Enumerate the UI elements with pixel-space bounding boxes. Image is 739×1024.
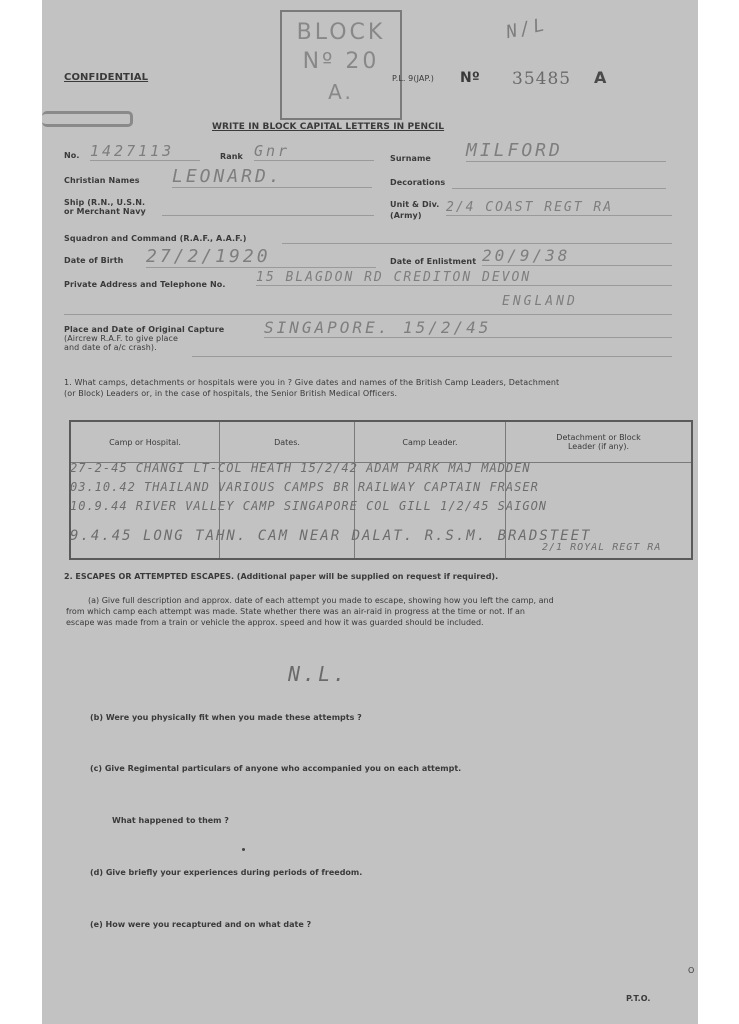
christian-names-value: LEONARD. xyxy=(172,166,372,188)
question-2c-followup: What happened to them ? xyxy=(112,816,229,825)
rank-label: Rank xyxy=(220,152,243,161)
table-row: 03.10.42 THAILAND VARIOUS CAMPS BR RAILWAY CAPTAIN FRASER xyxy=(70,480,539,494)
question-2a-line-3: escape was made from a train or vehicle the approx. speed and how it was guarded should be included. xyxy=(66,618,484,627)
stamp-line-1: BLOCK xyxy=(296,20,386,45)
question-2d: (d) Give briefly your experiences during periods of freedom. xyxy=(90,868,363,877)
question-2c: (c) Give Regimental particulars of anyone who accompanied you on each attempt. xyxy=(90,764,462,773)
table-row: 10.9.44 RIVER VALLEY CAMP SINGAPORE COL GILL 1/2/45 SAIGON xyxy=(70,499,548,513)
address-label: Private Address and Telephone No. xyxy=(64,280,226,289)
surname-label: Surname xyxy=(390,154,431,163)
unit-label-2: (Army) xyxy=(390,211,422,220)
column-camp-leader: Camp Leader. xyxy=(355,421,506,463)
capture-label-1: Place and Date of Original Capture xyxy=(64,325,225,334)
answer-2a: N.L. xyxy=(288,662,349,686)
instruction-heading: WRITE IN BLOCK CAPITAL LETTERS IN PENCIL xyxy=(212,122,445,132)
question-2a-line-2: from which camp each attempt was made. State whether there was an air-raid in progress at the time or not. If an xyxy=(66,607,525,616)
table-row: 9.4.45 LONG TAHN. CAM NEAR DALAT. R.S.M. BRADSTEET xyxy=(70,528,592,544)
enlistment-label: Date of Enlistment xyxy=(390,257,477,266)
capture-label-3: and date of a/c crash). xyxy=(64,343,157,352)
rank-value: Gnr xyxy=(254,142,374,161)
ship-label-2: or Merchant Navy xyxy=(64,207,146,216)
table-row: 2/1 ROYAL REGT RA xyxy=(542,542,662,553)
column-detachment-line-1: Detachment or Block xyxy=(556,433,641,442)
column-camp: Camp or Hospital. xyxy=(70,421,220,463)
squadron-line xyxy=(282,243,672,244)
column-detachment-leader xyxy=(506,421,693,463)
corner-handwritten-mark: N/L xyxy=(504,13,550,44)
block-stamp xyxy=(280,10,402,120)
decorations-line xyxy=(452,188,666,189)
stamp-line-2: Nº 20 xyxy=(302,49,380,74)
christian-names-label: Christian Names xyxy=(64,176,140,185)
section-2-heading: 2. ESCAPES OR ATTEMPTED ESCAPES. (Additional paper will be supplied on request if required). xyxy=(64,572,499,581)
no-label: No. xyxy=(64,151,80,160)
question-1-line-1: 1. What camps, detachments or hospitals were you in ? Give dates and names of the British Camp Leaders, Detachment xyxy=(64,378,560,387)
pto-label: P.T.O. xyxy=(626,994,651,1003)
enlistment-value: 20/9/38 xyxy=(482,246,672,266)
dob-label: Date of Birth xyxy=(64,256,124,265)
surname-value: MILFORD xyxy=(466,140,666,162)
capture-label-2: (Aircrew R.A.F. to give place xyxy=(64,334,179,343)
dob-value: 27/2/1920 xyxy=(146,246,376,268)
confidential-label: CONFIDENTIAL xyxy=(64,72,149,83)
unit-label-1: Unit & Div. xyxy=(390,200,440,209)
question-2a-line-1: (a) Give full description and approx. date of each attempt you made to escape, showing how you left the camp, and xyxy=(88,596,554,605)
address-line-2 xyxy=(64,314,672,315)
capture-value: SINGAPORE. 15/2/45 xyxy=(264,318,672,338)
no-value: 1427113 xyxy=(90,142,200,161)
form-reference: P.L. 9(JAP.) xyxy=(392,74,435,83)
serial-suffix: A xyxy=(594,68,607,87)
squadron-label: Squadron and Command (R.A.F., A.A.F.) xyxy=(64,234,247,243)
ship-line xyxy=(162,215,374,216)
edge-mark: O xyxy=(688,966,695,975)
stamp-line-3: A. xyxy=(328,80,354,104)
question-2e: (e) How were you recaptured and on what date ? xyxy=(90,920,312,929)
number-prefix: Nº xyxy=(460,70,480,86)
address-value-2: ENGLAND xyxy=(502,294,578,309)
form-page xyxy=(42,0,698,1024)
table-row: 27-2-45 CHANGI LT-COL HEATH 15/2/42 ADAM PARK MAJ MADDEN xyxy=(70,461,531,475)
column-dates: Dates. xyxy=(220,421,355,463)
decorations-label: Decorations xyxy=(390,178,446,187)
address-value-1: 15 BLAGDON RD CREDITON DEVON xyxy=(256,270,672,286)
column-detachment-line-2: Leader (if any). xyxy=(567,442,630,451)
ship-label-1: Ship (R.N., U.S.N. xyxy=(64,198,146,207)
question-2b: (b) Were you physically fit when you made these attempts ? xyxy=(90,713,362,722)
capture-line-2 xyxy=(192,356,672,357)
unit-value: 2/4 COAST REGT RA xyxy=(446,200,672,216)
serial-number: 35485 xyxy=(512,69,572,89)
question-1-line-2: (or Block) Leaders or, in the case of hospitals, the Senior British Medical Officers. xyxy=(64,389,398,398)
paper-clip xyxy=(42,111,133,127)
ink-dot xyxy=(242,848,245,851)
